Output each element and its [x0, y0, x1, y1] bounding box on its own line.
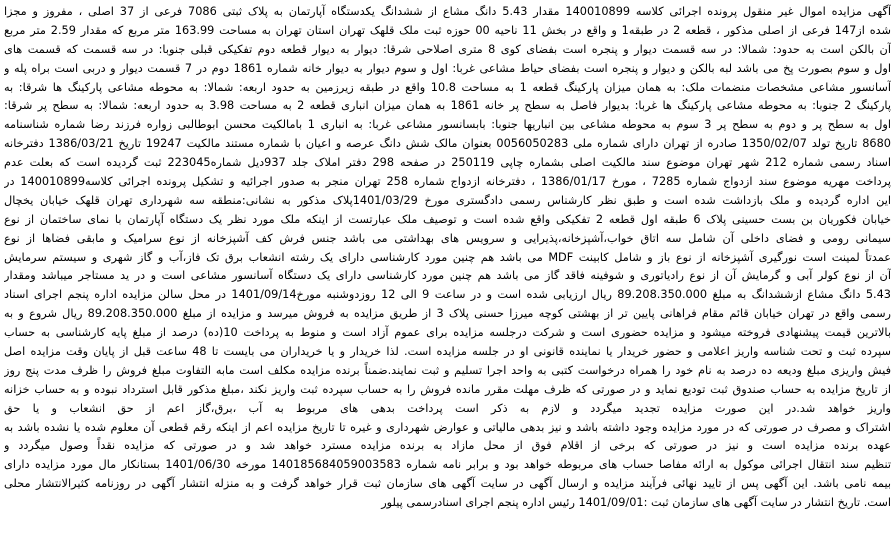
notice-line: بیمه نامی باشد. این آگهی پس از تایید نهائی فرآیند مزایده و ارسال آگهی در سایت آگهی های سازمان ثبت قرار خواهد گرفت و به منزله انتشار آگهی در روزنامه کثیرالانتشار محلی: [4, 477, 891, 491]
notice-line: فیش واریزی مبلغ ودیعه ده درصد به نام خود را همراه درخواست کتبی به واحد اجرا تسلیم و ثبت نمایند.ضمناً برنده مزایده مکلف است مابه التفاوت مبلغ فروش را ظرف مدت پنج روز: [4, 363, 891, 377]
notice-line: اشتراک و مصرف در صورتی که در مورد مزایده وجود داشته باشد و نیز بدهی مالیاتی و عوارض شهرداری و غیره تا تاریخ مزایده اعم از اینکه رقم قطعی آن معلوم شده یا نشده باشد به: [4, 420, 891, 434]
notice-line: این اداره گردیده و ملک بازداشت شده است و طبق نظر کارشناس رسمی دادگستری مورخ 1401/03/29پلاک مذکور به نشانی:منطقه سه شهرداری تهران قلهک خیابان یخچال: [4, 193, 891, 207]
notice-line: سیمانی رومی و فضای داخلی آن شامل سه اتاق خواب،آشپزخانه،پذیرایی و سرویس های بهداشتی می باشد جنس فرش کف آشپزخانه از نوع سرامیک و مابقی فضاها از نوع: [4, 231, 891, 245]
notice-line: آگهی مزایده اموال غیر منقول پرونده اجرائی کلاسه 140010899 مقدار 5.43 دانگ مشاع از ششدانگ یکدستگاه آپارتمان به پلاک ثبتی 7086 فرعی از 37 اصلی ، مفروز و مجزا: [4, 5, 891, 18]
notice-line: سپرده ثبت و تحت شناسه واریز اعلامی و حضور خریدار یا نماینده قانونی او در جلسه مزایده است. لذا خریدار و یا خریداران می بایست تا 48 ساعت قبل از پایان وقت مزایده اصل: [4, 345, 891, 359]
notice-line: تنظیم سند انتقال اجرائی موکول به ارائه مفاصا حساب های مربوطه خواهد بود و برابر نامه شماره 140185684059003583 مورخه 1401/06/30 بستانکار مال مورد مزایده دارای: [4, 458, 891, 472]
notice-line: بالاترین قیمت پیشنهادی فروخته میشود و مزایده حضوری است و شرکت درجلسه مزایده برای عموم آزاد است و منوط به پرداخت 10(ده) درصد از مبلغ پایه کارشناسی به حساب: [4, 326, 891, 340]
notice-line: پارکینگ 2 جنوبا: به محوطه مشاعی پارکینگ ها غربا: بدیوار فاصل به سطح پر خانه 1861 به همان میزان انباری قطعه 2 به مساحت 3.98 به حدود اربعه: شمالا: به سطح پر شرقا:: [4, 99, 891, 113]
notice-line: از تاریخ مزایده به حساب صندوق ثبت تودیع نماید و در صورتی که ظرف مهلت مقرر مانده فروش را به حساب سپرده ثبت واریز نکند ،مبلغ مذکور قابل استرداد نبوده و به حساب خزانه: [4, 382, 891, 396]
notice-line: آن از نوع کولر آبی و گرمایش آن از نوع رادیاتوری و شوفینه فاقد گاز می باشد هم چنین مورد کارشناسی دارای یک دستگاه آسانسور مشاعی است و در ید مستاجر میباشد ومقدار: [4, 269, 891, 283]
notice-line: واریز خواهد شد.در این صورت مزایده تجدید میگردد و لازم به ذکر است پرداخت بدهی های مربوط به آب ،برق،گاز اعم از حق انشعاب و یا حق: [4, 401, 891, 415]
notice-line: عمدتاً لمینت است نورگیری آشپزخانه از نوع باز و شامل کابینت MDF می باشد هم چنین مورد کارشناسی دارای یک رشته انشعاب برق تک فاز،آب و گاز شهری و سیستم سرمایش: [4, 250, 891, 264]
notice-line: خیابان فکوریان بن بست حسینی پلاک 6 طبقه اول قطعه 2 تفکیکی واقع شده است و توصیف ملک عبارتست از اینکه ملک مورد نظر یک دستگاه آپارتمان با نمای ساختمان از نوع: [4, 212, 891, 226]
notice-line: پرداخت مهریه موضوع سند ازدواج شماره 7285 ، مورخ 1386/01/17 ، دفترخانه ازدواج شماره 258 تهران منجر به صدور اجرائیه و تشکیل پرونده اجرائی کلاسه140010899 در: [4, 175, 891, 189]
notice-line: آسانسور مشاعی مشخصات منضمات ملک: به همان میزان پارکینگ قطعه 1 به مساحت 10.8 واقع در طبقه زیرزمین به حدود اربعه: شمالا: به محوطه مشاعی پارکینگ ها شرقا: به: [4, 80, 891, 94]
notice-line: 5.43 دانگ مشاع ازششدانگ به مبلغ 89.208.350.000 ریال ارزیابی شده است و در ساعت 9 الی 12 روزدوشنبه مورخ1401/09/14 در محل سالن مزایده اداره پنجم اجرای اسناد: [4, 288, 891, 302]
notice-last-line: است. تاریخ انتشار در سایت آگهی های سازمان ثبت :1401/09/01 رئیس اداره پنجم اجرای اسنادرسمی پیلور: [381, 496, 891, 510]
notice-line: آن بالکن است به حدود: شمالا: در سه قسمت دیوار و پنجره است بفضای کوی 8 متری اصلاحی شرقا: دیوار به دیوار قطعه دوم تفکیکی قبلی جنوبا: در سه قسمت که قسمت های: [4, 42, 891, 56]
notice-line: عهده برنده مزایده است و نیز در صورتی که برخی از اقلام فوق از محل مازاد به برنده مزایده مسترد خواهد شد و در صورتی که مزایده نقداً وصول میگردد و: [4, 439, 891, 453]
notice-line: اسناد رسمی شماره 212 شهر تهران موضوع سند مالکیت اصلی بشماره چاپی 250119 در صفحه 298 دفتر املاک جلد 937دیل شماره223045 ثبت گردیده است که بعلت عدم: [4, 156, 891, 170]
notice-line: رسمی واقع در تهران خیابان قائم مقام فراهانی پایین تر از بهشتی کوچه میرزا حسنی پلاک 3 از طریق مزایده به فروش میرسد و مزایده از مبلغ 89.208.350.000 ریال شروع و به: [4, 307, 891, 321]
notice-line: اول به سطح پر و دوم به سطح پر 3 سوم به محوطه مشاعی بین انباریها جنوبا: بابسانسور مشاعی غربا: به انباری 1 بامالکیت محسن ابوطالبی زواره فرزند رضا شماره شناسنامه: [4, 118, 891, 132]
notice-line: 8680 تاریخ تولد 1350/02/07 صادره از تهران دارای شماره ملی 0056050283 بعنوان مالک شش دانگ عرصه و اعیان با شماره مستند مالکیت 19247 تاریخ 1386/03/21 دفترخانه: [4, 137, 891, 151]
notice-line: اول و سوم بصورت پخ می باشد لبه بالکن و دیوار و پنجره است بفضای حیاط مشاعی غربا: اول و سوم دیوار به دیوار خانه شماره 1861 دوم در 7 قسمت دیوار و دربی است براه پله و: [4, 61, 891, 75]
notice-line: شده از147 فرعی از اصلی مذکور ، قطعه 2 در طبقه1 و واقع در بخش 11 ناحیه 00 حوزه ثبت ملک قلهک تهران استان تهران به مساحت 163.99 متر مربع که مقدار 2.59 متر مربع: [4, 23, 891, 37]
